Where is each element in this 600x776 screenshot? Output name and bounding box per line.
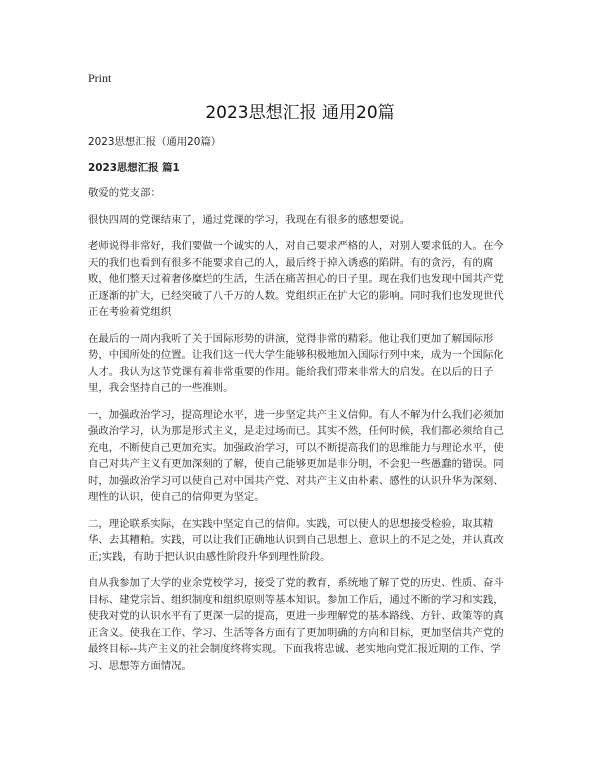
paragraph: 一，加强政治学习，提高理论水平，进一步坚定共产主义信仰。有人不解为什么我们必须加强政治学习，认为那是形式主义，是走过场而已。其实不然，任何时候，我们都必须给自己充电，不断使自己更加充实。加强政治学习，可以不断提高我们的思维能力与理论水平，使自己对共产主义有更加深刻的了解，使自己能够更加是非分明，不会犯一些愚蠢的错误。同时，加强政治学习可以使自己对中国共产党、对共产主义由朴素、感性的认识升华为深刻、理性的认识，使自己的信仰更为坚定。 — [88, 408, 504, 503]
paragraph: 在最后的一周内我听了关于国际形势的讲演，觉得非常的精彩。他让我们更加了解国际形势，中国所处的位置。让我们这一代大学生能够积极地加入国际行列中来，成为一个国际化人才。我认为这节党课有着非常重要的作用。能给我们带来非常大的启发。在以后的日子里，我会坚持自己的一些准则。 — [88, 332, 504, 394]
section-heading: 2023思想汇报 篇1 — [88, 161, 180, 174]
paragraph: 很快四周的党课结束了，通过党课的学习，我现在有很多的感想要说。 — [88, 213, 411, 226]
paragraph: 二，理论联系实际，在实践中坚定自己的信仰。实践，可以使人的思想接受检验，取其精华、去其糟粕。实践，可以让我们正确地认识到自己思想上、意识上的不足之处，并认真改正;实践，有助于把认识由感性阶段升华到理性阶段。 — [88, 517, 504, 563]
salutation: 敬爱的党支部： — [88, 187, 161, 199]
document-body — [88, 134, 511, 684]
document-subtitle: 2023思想汇报（通用20篇） — [88, 136, 222, 148]
print-label[interactable]: Print — [88, 71, 112, 85]
paragraph: 老师说得非常好，我们要做一个诚实的人，对自己要求严格的人，对别人要求低的人。在今天的我们也看到有很多不能要求自己的人，最后终于掉入诱惑的陷阱。有的贪污，有的腐败，他们整天过着奢侈糜烂的生活，生活在痛苦担心的日子里。现在我们也发现中国共产党正逐渐的扩大，已经突破了八千万的人数。党组织正在扩大它的影响。同时我们也发现世代正在考验着党组织 — [88, 240, 504, 318]
paragraph: 自从我参加了大学的业余党校学习，接受了党的教育，系统地了解了党的历史、性质、奋斗目标、建党宗旨、组织制度和组织原则等基本知识。参加工作后，通过不断的学习和实践，使我对党的认识水平有了更深一层的提高，更进一步理解党的基本路线、方针、政策等的真正含义。使我在工作、学习、生活等各方面有了更加明确的方向和目标，更加坚信共产党的最终目标--共产主义的社会制度终将实现。下面我将忠诚、老实地向党汇报近期的工作、学习、思想等方面情况。 — [88, 577, 504, 672]
document-title: 2023思想汇报 通用20篇 — [205, 103, 395, 123]
